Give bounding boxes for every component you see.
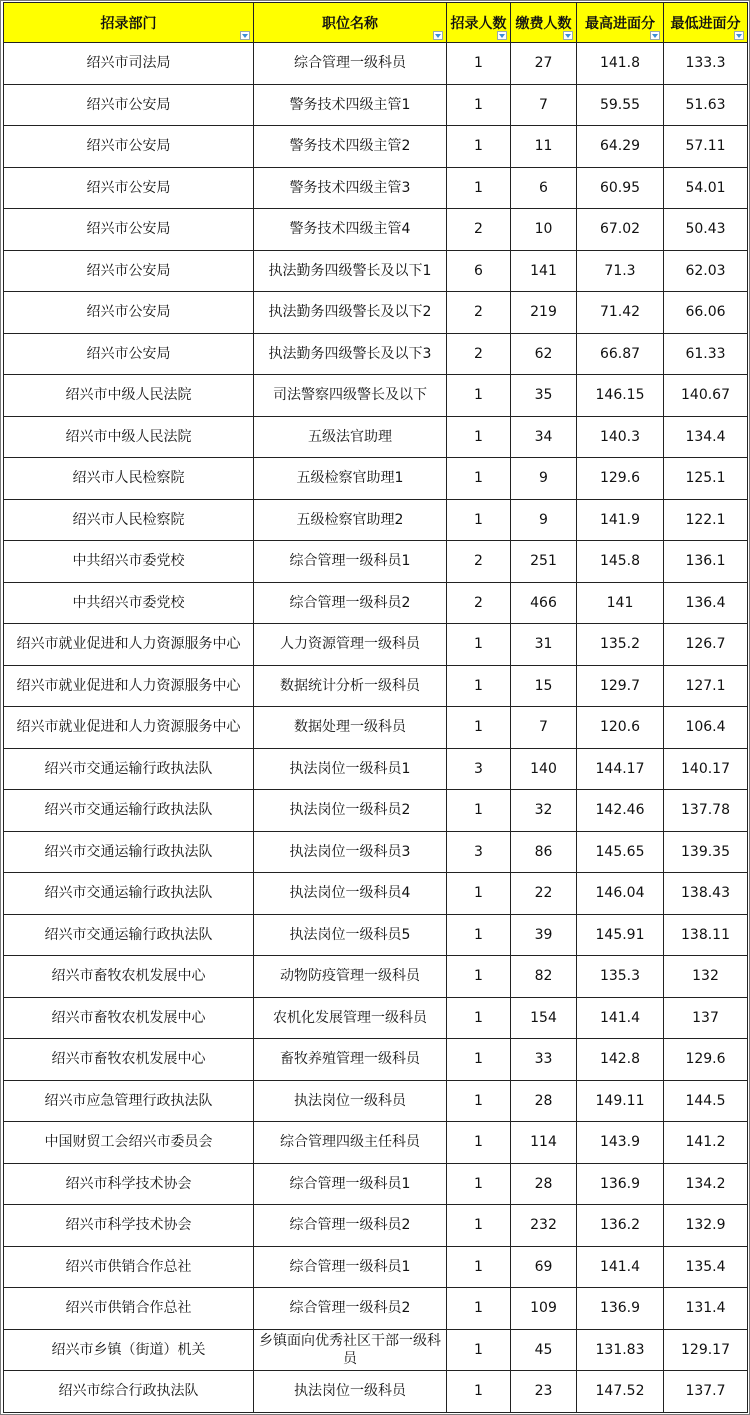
min-score-cell: 137 xyxy=(664,997,748,1039)
table-row xyxy=(4,1246,748,1288)
header-paid-count: 缴费人数 xyxy=(511,3,577,43)
table-row xyxy=(4,624,748,666)
min-score-cell: 133.3 xyxy=(664,43,748,85)
max-score-cell: 141 xyxy=(577,582,664,624)
hiring-count-cell: 1 xyxy=(447,1205,511,1247)
min-score-cell: 140.17 xyxy=(664,748,748,790)
min-score-cell: 129.17 xyxy=(664,1329,748,1371)
paid-count-cell: 45 xyxy=(511,1329,577,1371)
paid-count-cell: 9 xyxy=(511,499,577,541)
department-cell: 绍兴市交通运输行政执法队 xyxy=(4,914,254,956)
hiring-count-cell: 2 xyxy=(447,333,511,375)
min-score-cell: 57.11 xyxy=(664,126,748,168)
min-score-cell: 66.06 xyxy=(664,292,748,334)
min-score-cell: 135.4 xyxy=(664,1246,748,1288)
hiring-count-cell: 1 xyxy=(447,416,511,458)
max-score-cell: 129.6 xyxy=(577,458,664,500)
hiring-count-cell: 1 xyxy=(447,84,511,126)
position-cell: 五级检察官助理1 xyxy=(254,458,447,500)
hiring-count-cell: 1 xyxy=(447,126,511,168)
table-row xyxy=(4,209,748,251)
department-cell: 绍兴市司法局 xyxy=(4,43,254,85)
paid-count-cell: 39 xyxy=(511,914,577,956)
department-cell: 中共绍兴市委党校 xyxy=(4,582,254,624)
min-score-cell: 138.11 xyxy=(664,914,748,956)
department-cell: 绍兴市人民检察院 xyxy=(4,458,254,500)
filter-dropdown-icon[interactable] xyxy=(734,31,744,40)
department-cell: 绍兴市交通运输行政执法队 xyxy=(4,831,254,873)
paid-count-cell: 28 xyxy=(511,1080,577,1122)
min-score-cell: 137.7 xyxy=(664,1371,748,1413)
min-score-cell: 122.1 xyxy=(664,499,748,541)
paid-count-cell: 140 xyxy=(511,748,577,790)
min-score-cell: 132.9 xyxy=(664,1205,748,1247)
filter-dropdown-icon[interactable] xyxy=(240,31,250,40)
recruitment-score-table xyxy=(3,2,748,1413)
hiring-count-cell: 1 xyxy=(447,997,511,1039)
max-score-cell: 143.9 xyxy=(577,1122,664,1164)
position-cell: 执法岗位一级科员2 xyxy=(254,790,447,832)
max-score-cell: 141.4 xyxy=(577,1246,664,1288)
hiring-count-cell: 1 xyxy=(447,1246,511,1288)
max-score-cell: 71.3 xyxy=(577,250,664,292)
position-cell: 执法岗位一级科员 xyxy=(254,1371,447,1413)
paid-count-cell: 35 xyxy=(511,375,577,417)
min-score-cell: 138.43 xyxy=(664,873,748,915)
position-cell: 警务技术四级主管4 xyxy=(254,209,447,251)
paid-count-cell: 15 xyxy=(511,665,577,707)
min-score-cell: 134.2 xyxy=(664,1163,748,1205)
paid-count-cell: 219 xyxy=(511,292,577,334)
min-score-cell: 127.1 xyxy=(664,665,748,707)
department-cell: 绍兴市交通运输行政执法队 xyxy=(4,748,254,790)
hiring-count-cell: 1 xyxy=(447,956,511,998)
min-score-cell: 125.1 xyxy=(664,458,748,500)
table-row xyxy=(4,250,748,292)
paid-count-cell: 86 xyxy=(511,831,577,873)
hiring-count-cell: 1 xyxy=(447,707,511,749)
hiring-count-cell: 2 xyxy=(447,292,511,334)
min-score-cell: 126.7 xyxy=(664,624,748,666)
hiring-count-cell: 1 xyxy=(447,1329,511,1371)
table-row xyxy=(4,997,748,1039)
table-row xyxy=(4,375,748,417)
hiring-count-cell: 1 xyxy=(447,624,511,666)
header-position: 职位名称 xyxy=(254,3,447,43)
max-score-cell: 142.46 xyxy=(577,790,664,832)
department-cell: 绍兴市中级人民法院 xyxy=(4,375,254,417)
max-score-cell: 142.8 xyxy=(577,1039,664,1081)
position-cell: 动物防疫管理一级科员 xyxy=(254,956,447,998)
paid-count-cell: 232 xyxy=(511,1205,577,1247)
min-score-cell: 131.4 xyxy=(664,1288,748,1330)
max-score-cell: 149.11 xyxy=(577,1080,664,1122)
position-cell: 人力资源管理一级科员 xyxy=(254,624,447,666)
hiring-count-cell: 1 xyxy=(447,167,511,209)
department-cell: 绍兴市人民检察院 xyxy=(4,499,254,541)
min-score-cell: 141.2 xyxy=(664,1122,748,1164)
header-min-score: 最低进面分 xyxy=(664,3,748,43)
max-score-cell: 136.9 xyxy=(577,1163,664,1205)
department-cell: 绍兴市就业促进和人力资源服务中心 xyxy=(4,665,254,707)
position-cell: 综合管理一级科员1 xyxy=(254,1246,447,1288)
position-cell: 执法岗位一级科员 xyxy=(254,1080,447,1122)
position-cell: 警务技术四级主管3 xyxy=(254,167,447,209)
position-cell: 五级法官助理 xyxy=(254,416,447,458)
hiring-count-cell: 2 xyxy=(447,582,511,624)
position-cell: 综合管理一级科员2 xyxy=(254,582,447,624)
hiring-count-cell: 2 xyxy=(447,541,511,583)
department-cell: 绍兴市公安局 xyxy=(4,333,254,375)
table-row xyxy=(4,1329,748,1371)
max-score-cell: 145.65 xyxy=(577,831,664,873)
hiring-count-cell: 1 xyxy=(447,1163,511,1205)
paid-count-cell: 69 xyxy=(511,1246,577,1288)
max-score-cell: 135.3 xyxy=(577,956,664,998)
hiring-count-cell: 1 xyxy=(447,43,511,85)
paid-count-cell: 6 xyxy=(511,167,577,209)
department-cell: 绍兴市供销合作总社 xyxy=(4,1246,254,1288)
max-score-cell: 64.29 xyxy=(577,126,664,168)
table-row xyxy=(4,707,748,749)
hiring-count-cell: 1 xyxy=(447,375,511,417)
department-cell: 中国财贸工会绍兴市委员会 xyxy=(4,1122,254,1164)
max-score-cell: 141.4 xyxy=(577,997,664,1039)
table-row xyxy=(4,541,748,583)
department-cell: 绍兴市综合行政执法队 xyxy=(4,1371,254,1413)
max-score-cell: 141.9 xyxy=(577,499,664,541)
hiring-count-cell: 3 xyxy=(447,831,511,873)
paid-count-cell: 23 xyxy=(511,1371,577,1413)
hiring-count-cell: 6 xyxy=(447,250,511,292)
department-cell: 绍兴市公安局 xyxy=(4,126,254,168)
table-row xyxy=(4,126,748,168)
position-cell: 司法警察四级警长及以下 xyxy=(254,375,447,417)
table-row xyxy=(4,831,748,873)
position-cell: 综合管理四级主任科员 xyxy=(254,1122,447,1164)
hiring-count-cell: 1 xyxy=(447,790,511,832)
filter-dropdown-icon[interactable] xyxy=(497,31,507,40)
min-score-cell: 62.03 xyxy=(664,250,748,292)
department-cell: 绍兴市公安局 xyxy=(4,84,254,126)
max-score-cell: 60.95 xyxy=(577,167,664,209)
table-row xyxy=(4,873,748,915)
header-max-score: 最高进面分 xyxy=(577,3,664,43)
min-score-cell: 106.4 xyxy=(664,707,748,749)
position-cell: 执法勤务四级警长及以下2 xyxy=(254,292,447,334)
paid-count-cell: 114 xyxy=(511,1122,577,1164)
table-row xyxy=(4,790,748,832)
department-cell: 绍兴市公安局 xyxy=(4,250,254,292)
max-score-cell: 147.52 xyxy=(577,1371,664,1413)
max-score-cell: 59.55 xyxy=(577,84,664,126)
hiring-count-cell: 1 xyxy=(447,1039,511,1081)
filter-dropdown-icon[interactable] xyxy=(563,31,573,40)
min-score-cell: 54.01 xyxy=(664,167,748,209)
paid-count-cell: 33 xyxy=(511,1039,577,1081)
department-cell: 绍兴市乡镇（街道）机关 xyxy=(4,1329,254,1371)
position-cell: 执法岗位一级科员1 xyxy=(254,748,447,790)
position-cell: 综合管理一级科员 xyxy=(254,43,447,85)
paid-count-cell: 22 xyxy=(511,873,577,915)
max-score-cell: 136.2 xyxy=(577,1205,664,1247)
hiring-count-cell: 3 xyxy=(447,748,511,790)
max-score-cell: 67.02 xyxy=(577,209,664,251)
position-cell: 警务技术四级主管1 xyxy=(254,84,447,126)
paid-count-cell: 7 xyxy=(511,707,577,749)
min-score-cell: 132 xyxy=(664,956,748,998)
min-score-cell: 137.78 xyxy=(664,790,748,832)
hiring-count-cell: 1 xyxy=(447,1080,511,1122)
department-cell: 绍兴市畜牧农机发展中心 xyxy=(4,997,254,1039)
hiring-count-cell: 1 xyxy=(447,914,511,956)
max-score-cell: 140.3 xyxy=(577,416,664,458)
header-row xyxy=(4,3,748,43)
table-body xyxy=(4,43,748,1413)
paid-count-cell: 154 xyxy=(511,997,577,1039)
table-row xyxy=(4,292,748,334)
min-score-cell: 50.43 xyxy=(664,209,748,251)
paid-count-cell: 109 xyxy=(511,1288,577,1330)
paid-count-cell: 9 xyxy=(511,458,577,500)
position-cell: 警务技术四级主管2 xyxy=(254,126,447,168)
max-score-cell: 135.2 xyxy=(577,624,664,666)
table-row xyxy=(4,43,748,85)
min-score-cell: 144.5 xyxy=(664,1080,748,1122)
paid-count-cell: 27 xyxy=(511,43,577,85)
hiring-count-cell: 1 xyxy=(447,1288,511,1330)
table-row xyxy=(4,416,748,458)
paid-count-cell: 31 xyxy=(511,624,577,666)
paid-count-cell: 32 xyxy=(511,790,577,832)
max-score-cell: 131.83 xyxy=(577,1329,664,1371)
paid-count-cell: 466 xyxy=(511,582,577,624)
department-cell: 绍兴市交通运输行政执法队 xyxy=(4,790,254,832)
filter-dropdown-icon[interactable] xyxy=(650,31,660,40)
table-row xyxy=(4,582,748,624)
paid-count-cell: 251 xyxy=(511,541,577,583)
position-cell: 执法勤务四级警长及以下1 xyxy=(254,250,447,292)
department-cell: 中共绍兴市委党校 xyxy=(4,541,254,583)
header-department: 招录部门 xyxy=(4,3,254,43)
paid-count-cell: 7 xyxy=(511,84,577,126)
position-cell: 数据统计分析一级科员 xyxy=(254,665,447,707)
max-score-cell: 146.15 xyxy=(577,375,664,417)
table-row xyxy=(4,1163,748,1205)
min-score-cell: 136.4 xyxy=(664,582,748,624)
position-cell: 综合管理一级科员1 xyxy=(254,1163,447,1205)
position-cell: 执法岗位一级科员4 xyxy=(254,873,447,915)
min-score-cell: 136.1 xyxy=(664,541,748,583)
department-cell: 绍兴市中级人民法院 xyxy=(4,416,254,458)
paid-count-cell: 11 xyxy=(511,126,577,168)
table-row xyxy=(4,956,748,998)
min-score-cell: 139.35 xyxy=(664,831,748,873)
table-row xyxy=(4,1371,748,1413)
table-row xyxy=(4,333,748,375)
position-cell: 畜牧养殖管理一级科员 xyxy=(254,1039,447,1081)
position-cell: 综合管理一级科员2 xyxy=(254,1205,447,1247)
department-cell: 绍兴市应急管理行政执法队 xyxy=(4,1080,254,1122)
department-cell: 绍兴市科学技术协会 xyxy=(4,1205,254,1247)
min-score-cell: 134.4 xyxy=(664,416,748,458)
table-row xyxy=(4,1039,748,1081)
department-cell: 绍兴市就业促进和人力资源服务中心 xyxy=(4,624,254,666)
paid-count-cell: 10 xyxy=(511,209,577,251)
paid-count-cell: 28 xyxy=(511,1163,577,1205)
hiring-count-cell: 1 xyxy=(447,1371,511,1413)
min-score-cell: 129.6 xyxy=(664,1039,748,1081)
table-row xyxy=(4,84,748,126)
hiring-count-cell: 1 xyxy=(447,873,511,915)
department-cell: 绍兴市畜牧农机发展中心 xyxy=(4,1039,254,1081)
max-score-cell: 120.6 xyxy=(577,707,664,749)
table-row xyxy=(4,1080,748,1122)
table-row xyxy=(4,1205,748,1247)
max-score-cell: 71.42 xyxy=(577,292,664,334)
table-row xyxy=(4,499,748,541)
header-hiring-count: 招录人数 xyxy=(447,3,511,43)
table-row xyxy=(4,1122,748,1164)
max-score-cell: 141.8 xyxy=(577,43,664,85)
department-cell: 绍兴市公安局 xyxy=(4,292,254,334)
department-cell: 绍兴市供销合作总社 xyxy=(4,1288,254,1330)
position-cell: 农机化发展管理一级科员 xyxy=(254,997,447,1039)
table-row xyxy=(4,458,748,500)
position-cell: 五级检察官助理2 xyxy=(254,499,447,541)
max-score-cell: 145.91 xyxy=(577,914,664,956)
position-cell: 乡镇面向优秀社区干部一级科员 xyxy=(254,1329,447,1371)
table-row xyxy=(4,665,748,707)
hiring-count-cell: 1 xyxy=(447,1122,511,1164)
filter-dropdown-icon[interactable] xyxy=(433,31,443,40)
max-score-cell: 144.17 xyxy=(577,748,664,790)
position-cell: 数据处理一级科员 xyxy=(254,707,447,749)
min-score-cell: 51.63 xyxy=(664,84,748,126)
department-cell: 绍兴市公安局 xyxy=(4,167,254,209)
department-cell: 绍兴市就业促进和人力资源服务中心 xyxy=(4,707,254,749)
department-cell: 绍兴市畜牧农机发展中心 xyxy=(4,956,254,998)
min-score-cell: 61.33 xyxy=(664,333,748,375)
table-row xyxy=(4,167,748,209)
position-cell: 执法岗位一级科员3 xyxy=(254,831,447,873)
min-score-cell: 140.67 xyxy=(664,375,748,417)
max-score-cell: 145.8 xyxy=(577,541,664,583)
hiring-count-cell: 1 xyxy=(447,458,511,500)
max-score-cell: 136.9 xyxy=(577,1288,664,1330)
position-cell: 综合管理一级科员2 xyxy=(254,1288,447,1330)
paid-count-cell: 34 xyxy=(511,416,577,458)
max-score-cell: 66.87 xyxy=(577,333,664,375)
department-cell: 绍兴市交通运输行政执法队 xyxy=(4,873,254,915)
max-score-cell: 146.04 xyxy=(577,873,664,915)
department-cell: 绍兴市科学技术协会 xyxy=(4,1163,254,1205)
table-row xyxy=(4,914,748,956)
paid-count-cell: 62 xyxy=(511,333,577,375)
table-row xyxy=(4,748,748,790)
position-cell: 执法勤务四级警长及以下3 xyxy=(254,333,447,375)
department-cell: 绍兴市公安局 xyxy=(4,209,254,251)
table-row xyxy=(4,1288,748,1330)
paid-count-cell: 82 xyxy=(511,956,577,998)
hiring-count-cell: 1 xyxy=(447,665,511,707)
hiring-count-cell: 2 xyxy=(447,209,511,251)
position-cell: 综合管理一级科员1 xyxy=(254,541,447,583)
max-score-cell: 129.7 xyxy=(577,665,664,707)
hiring-count-cell: 1 xyxy=(447,499,511,541)
paid-count-cell: 141 xyxy=(511,250,577,292)
position-cell: 执法岗位一级科员5 xyxy=(254,914,447,956)
